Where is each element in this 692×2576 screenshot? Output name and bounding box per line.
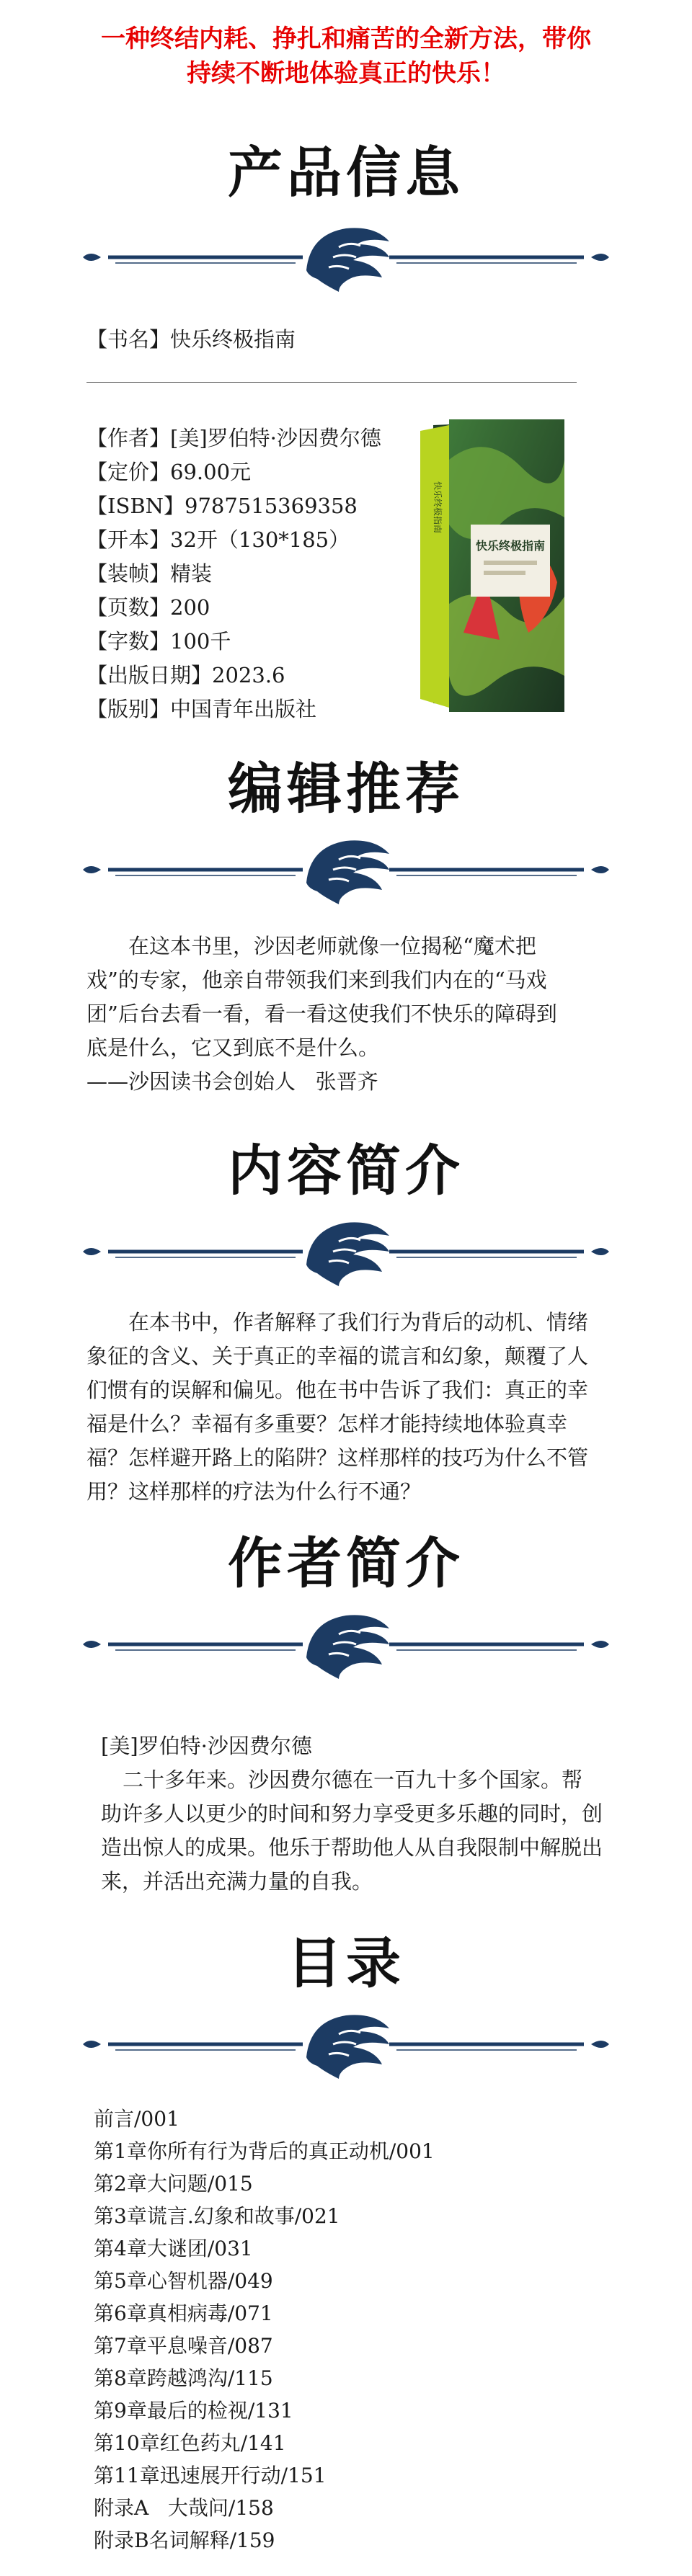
toc-item: 第4章大谜团/031 bbox=[94, 2237, 253, 2260]
editor-recommendation bbox=[86, 930, 606, 1099]
row-value: 2023.6 bbox=[212, 663, 285, 687]
table-of-contents bbox=[94, 2103, 613, 2557]
author-name: [美]罗伯特·沙因费尔德 bbox=[101, 1734, 312, 1758]
book-cover-image bbox=[420, 416, 564, 712]
section-divider bbox=[0, 825, 692, 912]
author-line: 助许多人以更少的时间和努力享受更多乐趣的同时，创 bbox=[101, 1801, 603, 1826]
section-divider bbox=[0, 213, 692, 299]
product-title-key: 【书名】 bbox=[86, 327, 171, 352]
section-title-toc: 目录 bbox=[287, 1931, 405, 1995]
tagline-line-1: 一种终结内耗、挣扎和痛苦的全新方法，带你 bbox=[101, 24, 591, 53]
row-key: 【字数】 bbox=[86, 629, 171, 654]
row-value: 9787515369358 bbox=[185, 494, 358, 518]
toc-item: 第9章最后的检视/131 bbox=[94, 2399, 293, 2423]
toc-item: 附录A 大哉问/158 bbox=[94, 2496, 274, 2520]
author-line: 造出惊人的成果。他乐于帮助他人从自我限制中解脱出 bbox=[101, 1835, 603, 1860]
product-title-value: 快乐终极指南 bbox=[170, 327, 296, 352]
editor-line: 在这本书里，沙因老师就像一位揭秘“魔术把 bbox=[128, 934, 536, 958]
section-title-editor: 编辑推荐 bbox=[228, 757, 464, 821]
product-row-binding bbox=[86, 557, 381, 591]
editor-line: 底是什么，它又到底不是什么。 bbox=[86, 1035, 380, 1060]
author-line: 二十多年来。沙因费尔德在一百九十多个国家。帮 bbox=[123, 1768, 583, 1792]
section-divider bbox=[0, 1600, 692, 1686]
toc-item: 第2章大问题/015 bbox=[94, 2172, 253, 2196]
row-key: 【作者】 bbox=[86, 426, 171, 450]
author-line: 来，并活出充满力量的自我。 bbox=[101, 1869, 373, 1894]
toc-item: 第6章真相病毒/071 bbox=[94, 2301, 273, 2325]
product-row-format bbox=[86, 523, 381, 557]
row-key: 【出版日期】 bbox=[86, 663, 213, 687]
product-row-words bbox=[86, 625, 381, 659]
toc-item: 第5章心智机器/049 bbox=[94, 2269, 273, 2293]
toc-item: 第10章红色药丸/141 bbox=[94, 2431, 286, 2455]
product-row-date bbox=[86, 659, 381, 692]
editor-signature: ——沙因读书会创始人 张晋齐 bbox=[86, 1069, 378, 1094]
toc-item: 第3章谎言.幻象和故事/021 bbox=[94, 2204, 340, 2228]
toc-item: 前言/001 bbox=[94, 2107, 179, 2131]
product-row-publisher bbox=[86, 692, 381, 726]
row-key: 【开本】 bbox=[86, 527, 171, 552]
spine-title: 快乐终极指南 bbox=[432, 481, 443, 534]
summary-line: 福是什么？幸福有多重要？怎样才能持续地体验真幸 bbox=[86, 1412, 568, 1436]
row-key: 【版别】 bbox=[86, 697, 171, 721]
summary-line: 福？怎样避开路上的陷阱？这样那样的技巧为什么不管 bbox=[86, 1445, 589, 1470]
product-row-isbn bbox=[86, 489, 381, 523]
row-key: 【ISBN】 bbox=[86, 494, 185, 518]
row-value: 200 bbox=[170, 595, 210, 620]
product-info-list bbox=[86, 422, 381, 726]
product-row-pages bbox=[86, 591, 381, 625]
author-bio bbox=[101, 1729, 620, 1899]
toc-item: 第7章平息噪音/087 bbox=[94, 2334, 273, 2358]
row-key: 【装帧】 bbox=[86, 561, 171, 586]
section-title-product: 产品信息 bbox=[228, 141, 464, 205]
content-summary bbox=[86, 1306, 620, 1509]
summary-line: 在本书中，作者解释了我们行为背后的动机、情绪 bbox=[128, 1310, 589, 1334]
product-title-row bbox=[86, 323, 296, 357]
toc-item: 第8章跨越鸿沟/115 bbox=[94, 2366, 273, 2390]
row-key: 【定价】 bbox=[86, 460, 171, 484]
row-value: 100千 bbox=[170, 629, 231, 654]
row-value: 32开（130*185） bbox=[170, 527, 350, 552]
toc-item: 第11章迅速展开行动/151 bbox=[94, 2464, 327, 2487]
product-row-author bbox=[86, 422, 381, 455]
toc-item: 第1章你所有行为背后的真正动机/001 bbox=[94, 2139, 435, 2163]
summary-line: 们惯有的误解和偏见。他在书中告诉了我们：真正的幸 bbox=[86, 1378, 589, 1402]
row-value: 69.00元 bbox=[170, 460, 252, 484]
editor-line: 团”后台去看一看，看一看这使我们不快乐的障碍到 bbox=[86, 1002, 557, 1026]
editor-line: 戏”的专家，他亲自带领我们来到我们内在的“马戏 bbox=[86, 968, 547, 992]
row-value: 中国青年出版社 bbox=[170, 697, 317, 721]
divider-line bbox=[86, 382, 577, 383]
toc-item: 附录B名词解释/159 bbox=[94, 2528, 275, 2552]
cover-title: 快乐终极指南 bbox=[475, 539, 546, 553]
tagline-line-2: 持续不断地体验真正的快乐！ bbox=[187, 59, 505, 88]
section-divider bbox=[0, 1207, 692, 1293]
summary-line: 象征的含义、关于真正的幸福的谎言和幻象，颠覆了人 bbox=[86, 1344, 589, 1368]
summary-line: 用？这样那样的疗法为什么行不通？ bbox=[86, 1479, 422, 1504]
row-value: 精装 bbox=[170, 561, 213, 586]
row-key: 【页数】 bbox=[86, 595, 171, 620]
section-title-summary: 内容简介 bbox=[228, 1138, 464, 1203]
row-value: [美]罗伯特·沙因费尔德 bbox=[170, 426, 381, 450]
tagline bbox=[0, 22, 692, 91]
section-divider bbox=[0, 2000, 692, 2086]
product-row-price bbox=[86, 455, 381, 489]
section-title-author: 作者简介 bbox=[228, 1531, 464, 1595]
